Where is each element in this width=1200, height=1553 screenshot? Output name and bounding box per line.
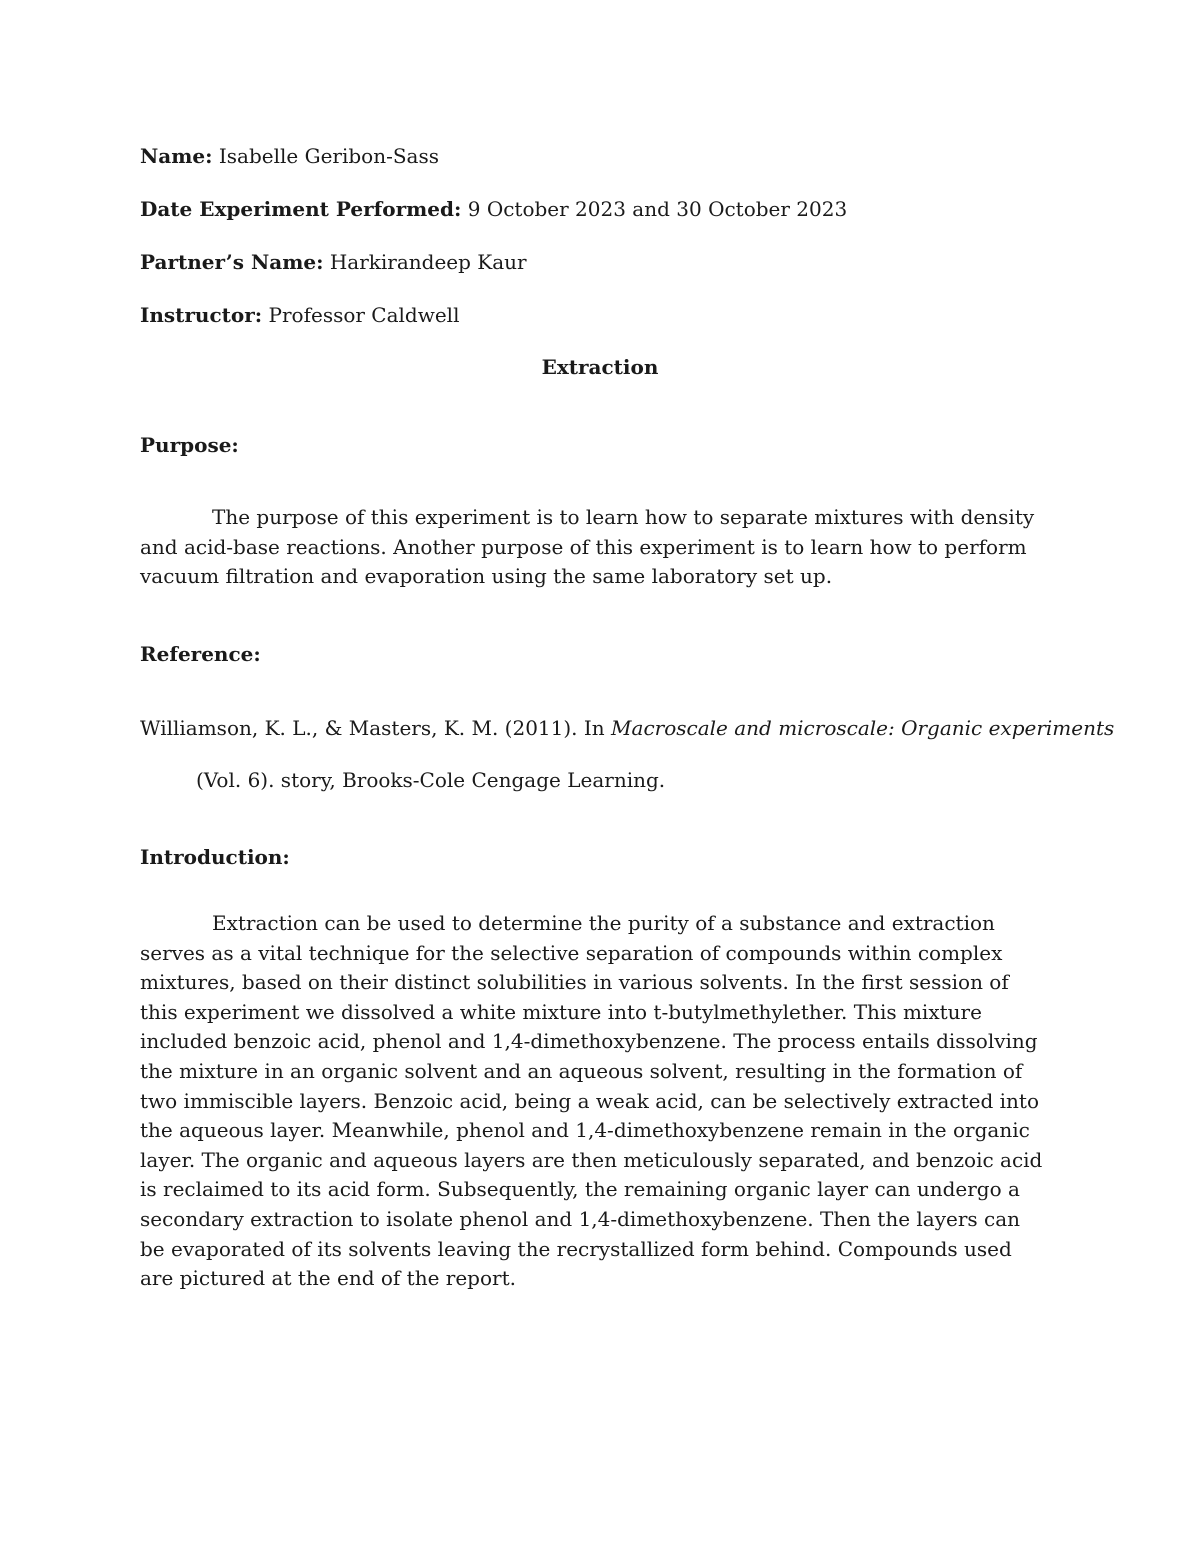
date-value: 9 October 2023 and 30 October 2023 — [467, 197, 848, 221]
reference-citation — [140, 702, 1116, 806]
reference-authors: Williamson, K. L., & Masters, K. M. (2011). In — [140, 716, 612, 740]
name-label: Name: — [140, 144, 213, 168]
reference-book-title: Macroscale and microscale: Organic experiments — [611, 716, 1115, 740]
partner-line — [140, 247, 527, 277]
document-title: Extraction — [541, 355, 659, 379]
partner-label: Partner’s Name: — [140, 250, 324, 274]
purpose-heading: Purpose: — [140, 433, 239, 457]
instructor-value: Professor Caldwell — [268, 303, 460, 327]
name-value: Isabelle Geribon-Sass — [218, 144, 439, 168]
name-line — [140, 141, 439, 171]
date-line — [140, 194, 847, 224]
instructor-label: Instructor: — [140, 303, 263, 327]
reference-heading: Reference: — [140, 642, 261, 666]
reference-details: (Vol. 6). story, Brooks-Cole Cengage Learning. — [196, 768, 666, 792]
date-label: Date Experiment Performed: — [140, 197, 462, 221]
introduction-heading: Introduction: — [140, 845, 290, 869]
purpose-paragraph: The purpose of this experiment is to learn how to separate mixtures with density and acid-base reactions. Another purpose of this experiment is to learn how to perform vacuum filtration and evaporation using the same laboratory set up. — [140, 505, 1035, 589]
instructor-line — [140, 300, 459, 330]
introduction-paragraph: Extraction can be used to determine the purity of a substance and extraction serves as a vital technique for the selective separation of compounds within complex mixtures, based on their distinct solubilities in various solvents. In the first session of this experiment we dissolved a white mixture into t-butylmethylether. This mixture included benzoic acid, phenol and 1,4-dimethoxybenzene. The process entails dissolving the mixture in an organic solvent and an aqueous solvent, resulting in the formation of two immiscible layers. Benzoic acid, being a weak acid, can be selectively extracted into the aqueous layer. Meanwhile, phenol and 1,4-dimethoxybenzene remain in the organic layer. The organic and aqueous layers are then meticulously separated, and benzoic acid is reclaimed to its acid form. Subsequently, the remaining organic layer can undergo a secondary extraction to isolate phenol and 1,4-dimethoxybenzene. Then the layers can be evaporated of its solvents leaving the recrystallized form behind. Compounds used are pictured at the end of the report. — [140, 911, 1043, 1291]
partner-value: Harkirandeep Kaur — [329, 250, 527, 274]
